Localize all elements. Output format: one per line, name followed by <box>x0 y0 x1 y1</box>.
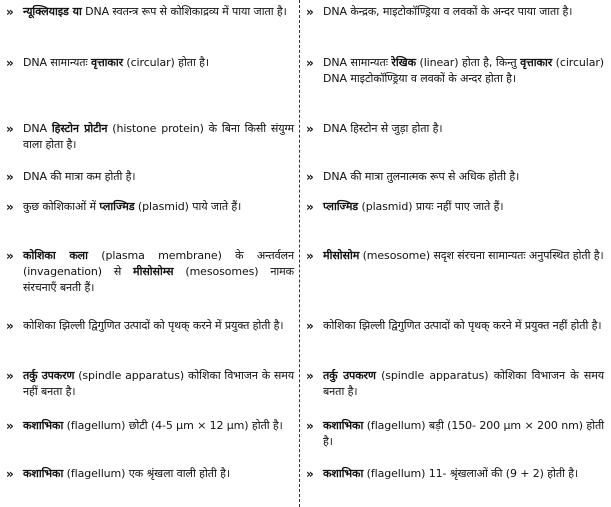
right-text: मीसोसोम (mesosome) सदृश संरचना सामान्यतः अनुपस्थित होती है। <box>323 249 604 262</box>
bullet-icon: » <box>6 319 14 333</box>
left-text: न्यूक्लियाइड या DNA स्वतन्त्र रूप से कोशिकाद्रव्य में पाया जाता है। <box>23 5 287 18</box>
bullet-icon: » <box>6 122 14 136</box>
bullet-icon: » <box>6 200 14 214</box>
left-text: कोशिका कला (plasma membrane) के अन्तर्वलन (invagenation) से मीसोसोम्स (mesosomes) नामक संरचनाएँ बनती हैं। <box>23 249 294 294</box>
right-text: कोशिका झिल्ली द्विगुणित उत्पादों को पृथक् करने में प्रयुक्त नहीं होती है। <box>323 319 602 332</box>
right-cell <box>306 121 604 137</box>
left-text: कुछ कोशिकाओं में प्लाज्मिड (plasmid) पाये जाते हैं। <box>23 200 242 213</box>
bullet-icon: » <box>6 249 14 263</box>
left-text: DNA सामान्यतः वृत्ताकार (circular) होता है। <box>23 56 209 69</box>
right-text: प्लाज्मिड (plasmid) प्रायः नहीं पाए जाते हैं। <box>323 200 504 213</box>
right-cell <box>306 318 604 334</box>
right-cell <box>306 418 604 450</box>
right-text: DNA केन्द्रक, माइटोकॉण्ड्रिया व लवकों के अन्दर पाया जाता है। <box>323 5 573 18</box>
right-text: DNA की मात्रा तुलनात्मक रूप से अधिक होती है। <box>323 170 520 183</box>
bullet-icon: » <box>306 319 314 333</box>
bullet-icon: » <box>306 369 314 383</box>
left-cell <box>6 55 294 71</box>
left-cell <box>6 368 294 400</box>
left-text: DNA की मात्रा कम होती है। <box>23 170 136 183</box>
right-text: तर्कु उपकरण (spindle apparatus) कोशिका विभाजन के समय बनता है। <box>323 369 604 398</box>
column-divider <box>299 0 300 507</box>
left-cell <box>6 318 294 334</box>
right-cell <box>306 169 604 185</box>
right-cell <box>306 368 604 400</box>
left-cell <box>6 4 294 20</box>
bullet-icon: » <box>306 5 314 19</box>
left-cell <box>6 466 294 482</box>
right-cell <box>306 55 604 87</box>
right-text: कशाभिका (flagellum) 11- श्रृंखलाओं की (9 + 2) होती है। <box>323 467 579 480</box>
bullet-icon: » <box>6 369 14 383</box>
left-cell <box>6 121 294 153</box>
bullet-icon: » <box>6 170 14 184</box>
right-text: DNA हिस्टोन से जुड़ा होता है। <box>323 122 443 135</box>
right-cell <box>306 4 604 20</box>
bullet-icon: » <box>6 467 14 481</box>
left-cell <box>6 169 294 185</box>
left-cell <box>6 248 294 296</box>
bullet-icon: » <box>6 419 14 433</box>
right-text: कशाभिका (flagellum) बड़ी (150- 200 μm × 200 nm) होती है। <box>323 419 604 448</box>
bullet-icon: » <box>306 122 314 136</box>
left-text: कशाभिका (flagellum) छोटी (4-5 μm × 12 μm) होती है। <box>23 419 283 432</box>
bullet-icon: » <box>306 56 314 70</box>
bullet-icon: » <box>306 249 314 263</box>
left-text: कशाभिका (flagellum) एक श्रृंखला वाली होती है। <box>23 467 230 480</box>
right-cell <box>306 199 604 215</box>
left-text: कोशिका झिल्ली द्विगुणित उत्पादों को पृथक् करने में प्रयुक्त होती है। <box>23 319 284 332</box>
bullet-icon: » <box>306 170 314 184</box>
bullet-icon: » <box>6 5 14 19</box>
bullet-icon: » <box>306 467 314 481</box>
bullet-icon: » <box>306 419 314 433</box>
left-cell <box>6 199 294 215</box>
left-text: तर्कु उपकरण (spindle apparatus) कोशिका विभाजन के समय नहीं बनता है। <box>23 369 294 398</box>
left-text: DNA हिस्टोन प्रोटीन (histone protein) के बिना किसी संयुग्म वाला होता है। <box>23 122 294 151</box>
bullet-icon: » <box>6 56 14 70</box>
left-cell <box>6 418 294 434</box>
bullet-icon: » <box>306 200 314 214</box>
right-cell <box>306 466 604 482</box>
right-text: DNA सामान्यतः रेखिक (linear) होता है, किन्तु वृत्ताकार (circular) DNA माइटोकॉण्ड्रिया व लवकों के अन्दर होता है। <box>323 56 604 85</box>
right-cell <box>306 248 604 264</box>
